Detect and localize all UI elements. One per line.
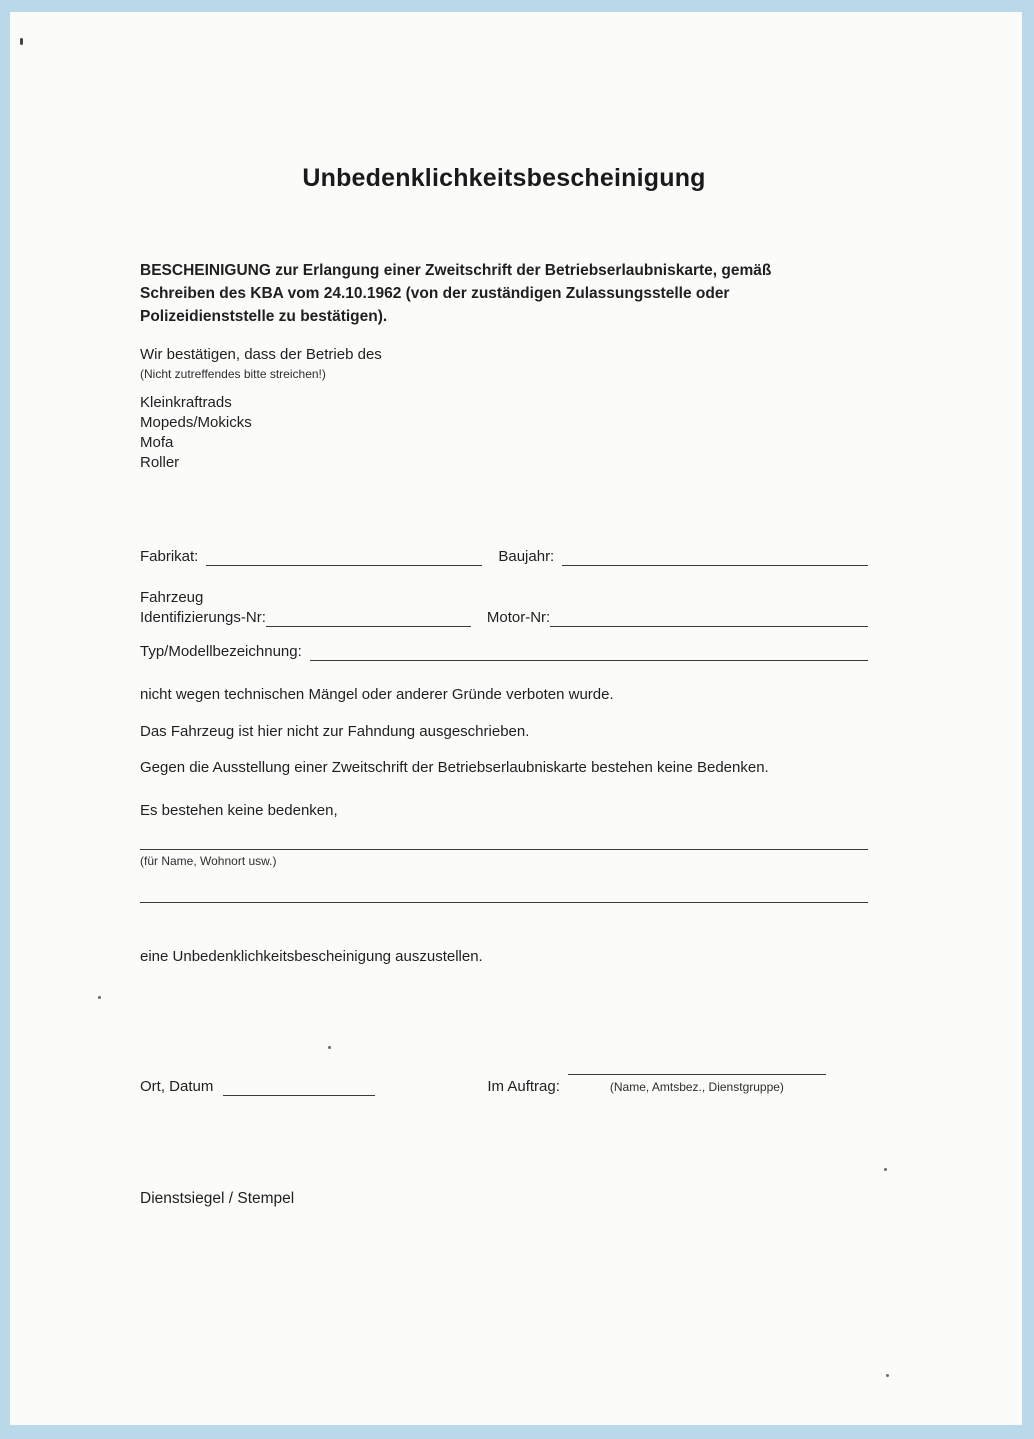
ident-nr-field-line — [266, 611, 471, 627]
intro-paragraph: BESCHEINIGUNG zur Erlangung einer Zweitschrift der Betriebserlaubniskarte, gemäß Schreiben des KBA vom 24.10.1962 (von der zuständigen Zulassungsstelle oder Polizeidienststelle zu bestätigen). — [140, 262, 772, 325]
statement-bedenken: Gegen die Ausstellung einer Zweitschrift der Betriebserlaubniskarte bestehen keine Bedenken. — [140, 759, 769, 776]
name-field-line-2 — [140, 902, 868, 903]
stamp-label: Dienstsiegel / Stempel — [140, 1190, 295, 1207]
baujahr-label: Baujahr: — [498, 548, 555, 565]
typ-field-line — [310, 645, 868, 661]
ort-datum-field-line — [223, 1080, 375, 1096]
fabrikat-baujahr-row — [140, 548, 868, 566]
scan-artifact — [98, 996, 101, 999]
ort-datum-label: Ort, Datum — [140, 1078, 214, 1095]
document-page — [10, 12, 1022, 1425]
fabrikat-field-line — [206, 550, 482, 566]
name-note: (für Name, Wohnort usw.) — [140, 854, 277, 868]
ident-motor-row — [140, 609, 868, 627]
vehicle-type-item: Kleinkraftrads — [140, 394, 232, 411]
statement-keine-bedenken: Es bestehen keine bedenken, — [140, 802, 338, 819]
im-auftrag-note: (Name, Amtsbez., Dienstgruppe) — [609, 1080, 784, 1094]
motor-nr-field-line — [550, 611, 868, 627]
im-auftrag-field-line — [568, 1059, 826, 1075]
ident-nr-label: Identifizierungs-Nr: — [140, 609, 266, 626]
fabrikat-label: Fabrikat: — [140, 548, 199, 565]
name-field-line — [140, 849, 868, 850]
fahrzeug-label: Fahrzeug — [140, 589, 204, 606]
strike-note: (Nicht zutreffendes bitte streichen!) — [140, 367, 326, 381]
page-title: Unbedenklichkeitsbescheinigung — [302, 164, 706, 192]
scan-artifact — [886, 1374, 889, 1377]
im-auftrag-label: Im Auftrag: — [487, 1078, 560, 1095]
document-content — [140, 12, 868, 1208]
vehicle-type-list — [140, 393, 868, 473]
vehicle-type-item: Mofa — [140, 434, 174, 451]
motor-nr-label: Motor-Nr: — [486, 609, 551, 626]
baujahr-field-line — [562, 550, 868, 566]
vehicle-type-item: Mopeds/Mokicks — [140, 414, 252, 431]
issue-line: eine Unbedenklichkeitsbescheinigung auszustellen. — [140, 948, 483, 965]
im-auftrag-block — [568, 1059, 826, 1096]
statement-verboten: nicht wegen technischen Mängel oder anderer Gründe verboten wurde. — [140, 686, 614, 703]
typ-label: Typ/Modellbezeichnung: — [140, 643, 302, 660]
scan-artifact — [20, 38, 23, 45]
vehicle-type-item: Roller — [140, 454, 180, 471]
statement-fahndung: Das Fahrzeug ist hier nicht zur Fahndung ausgeschrieben. — [140, 723, 530, 740]
confirmation-line: Wir bestätigen, dass der Betrieb des — [140, 346, 382, 363]
scan-artifact — [884, 1168, 887, 1171]
signature-row — [140, 1059, 868, 1096]
typ-row — [140, 643, 868, 661]
